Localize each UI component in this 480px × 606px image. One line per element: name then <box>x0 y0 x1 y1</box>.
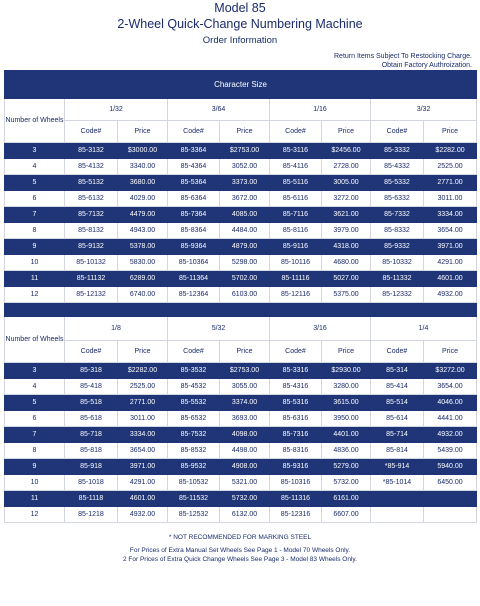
code-cell: 85-714 <box>371 427 424 443</box>
table-row <box>5 427 477 443</box>
code-cell: 85-5316 <box>270 395 322 411</box>
price-cell: 4291.00 <box>424 255 477 271</box>
price-cell: 4484.00 <box>220 223 270 239</box>
code-cell: 85-11316 <box>270 491 322 507</box>
price-cell: 3693.00 <box>220 411 270 427</box>
code-cell: 85-3316 <box>270 363 322 379</box>
code-cell: 85-3532 <box>168 363 220 379</box>
code-header: Code# <box>270 341 322 363</box>
code-cell: 85-814 <box>371 443 424 459</box>
wheel-count: 10 <box>5 255 65 271</box>
code-cell: 85-5132 <box>65 175 118 191</box>
wheel-count: 4 <box>5 159 65 175</box>
wheel-count: 12 <box>5 507 65 523</box>
code-cell: 85-6364 <box>168 191 220 207</box>
header <box>0 0 480 47</box>
size-group: 3/32 <box>371 99 477 121</box>
price-cell: 5940.00 <box>424 459 477 475</box>
code-cell: 85-1018 <box>65 475 118 491</box>
price-cell: 3680.00 <box>118 175 168 191</box>
wheel-count: 6 <box>5 411 65 427</box>
price-cell: 4879.00 <box>220 239 270 255</box>
character-size-header <box>5 71 477 99</box>
price-cell: 3334.00 <box>118 427 168 443</box>
price-cell: 6132.00 <box>220 507 270 523</box>
code-cell: 85-7364 <box>168 207 220 223</box>
price-cell: 3340.00 <box>118 159 168 175</box>
table-row <box>5 271 477 287</box>
code-cell: 85-8532 <box>168 443 220 459</box>
character-size-label: Character Size <box>5 71 477 99</box>
notice-line-1: Return Items Subject To Restocking Charge. <box>334 53 472 60</box>
code-cell: 85-8332 <box>371 223 424 239</box>
code-cell: 85-10316 <box>270 475 322 491</box>
code-cell <box>371 507 424 523</box>
code-cell: 85-3116 <box>270 143 322 159</box>
code-cell: 85-8116 <box>270 223 322 239</box>
price-cell: 6740.00 <box>118 287 168 303</box>
price-header: Price <box>322 121 371 143</box>
price-header: Price <box>424 121 477 143</box>
price-cell: 3052.00 <box>220 159 270 175</box>
code-cell: 85-5364 <box>168 175 220 191</box>
code-cell: 85-10332 <box>371 255 424 271</box>
code-cell: 85-514 <box>371 395 424 411</box>
wheel-count: 3 <box>5 363 65 379</box>
code-cell: 85-12332 <box>371 287 424 303</box>
price-cell: 6607.00 <box>322 507 371 523</box>
price-cell: 2771.00 <box>118 395 168 411</box>
price-cell: 4318.00 <box>322 239 371 255</box>
code-cell: 85-9116 <box>270 239 322 255</box>
code-cell: 85-3332 <box>371 143 424 159</box>
code-cell: 85-9364 <box>168 239 220 255</box>
table-row <box>5 475 477 491</box>
quick-change-wheels-note: 2 For Prices of Extra Quick Change Wheels See Page 3 - Model 83 Wheels Only. <box>123 556 357 563</box>
price-cell: $3000.00 <box>118 143 168 159</box>
table-row <box>5 191 477 207</box>
code-cell: 85-12532 <box>168 507 220 523</box>
price-cell: $2753.00 <box>220 363 270 379</box>
table-gap <box>5 303 477 317</box>
code-cell: *85-1014 <box>371 475 424 491</box>
wheels-header: Number of Wheels <box>5 99 65 143</box>
size-group: 1/8 <box>65 317 168 341</box>
wheel-count: 8 <box>5 443 65 459</box>
code-cell <box>371 491 424 507</box>
price-header: Price <box>322 341 371 363</box>
price-header: Price <box>424 341 477 363</box>
price-cell: 4932.00 <box>424 427 477 443</box>
code-cell: 85-4364 <box>168 159 220 175</box>
size-group: 3/64 <box>168 99 270 121</box>
price-cell: 4479.00 <box>118 207 168 223</box>
table-row <box>5 287 477 303</box>
price-table <box>4 70 477 523</box>
code-cell: 85-5116 <box>270 175 322 191</box>
size-group: 5/32 <box>168 317 270 341</box>
price-cell: $2282.00 <box>424 143 477 159</box>
table-row <box>5 443 477 459</box>
wheel-count: 10 <box>5 475 65 491</box>
code-cell: 85-4532 <box>168 379 220 395</box>
price-cell: 2525.00 <box>424 159 477 175</box>
price-cell: 5298.00 <box>220 255 270 271</box>
code-header: Code# <box>168 121 220 143</box>
code-cell: 85-4332 <box>371 159 424 175</box>
price-cell: 6103.00 <box>220 287 270 303</box>
price-cell: 3654.00 <box>424 223 477 239</box>
table1-body <box>5 143 477 303</box>
code-cell: 85-11116 <box>270 271 322 287</box>
price-cell: 4401.00 <box>322 427 371 443</box>
price-cell: 5027.00 <box>322 271 371 287</box>
price-cell: 4943.00 <box>118 223 168 239</box>
code-cell: 85-8132 <box>65 223 118 239</box>
footer-notes <box>0 533 480 564</box>
code-cell: 85-3364 <box>168 143 220 159</box>
code-cell: 85-9332 <box>371 239 424 255</box>
price-cell: 3971.00 <box>424 239 477 255</box>
manual-wheels-note: For Prices of Extra Manual Set Wheels See Page 1 - Model 70 Wheels Only. <box>129 547 351 554</box>
size-group: 1/4 <box>371 317 477 341</box>
code-cell: 85-12316 <box>270 507 322 523</box>
price-cell: 3654.00 <box>118 443 168 459</box>
price-cell: 3979.00 <box>322 223 371 239</box>
code-header: Code# <box>270 121 322 143</box>
price-cell: $2282.00 <box>118 363 168 379</box>
code-cell: 85-6532 <box>168 411 220 427</box>
code-header: Code# <box>168 341 220 363</box>
price-cell: $2753.00 <box>220 143 270 159</box>
price-cell: $3272.00 <box>424 363 477 379</box>
code-cell: 85-11132 <box>65 271 118 287</box>
code-cell: 85-6332 <box>371 191 424 207</box>
wheel-count: 8 <box>5 223 65 239</box>
table-row <box>5 491 477 507</box>
column-header-row <box>5 341 477 363</box>
size-group: 1/16 <box>270 99 371 121</box>
price-cell: 3272.00 <box>322 191 371 207</box>
wheel-count: 9 <box>5 239 65 255</box>
code-cell: 85-7316 <box>270 427 322 443</box>
code-cell: 85-11332 <box>371 271 424 287</box>
code-cell: 85-618 <box>65 411 118 427</box>
price-cell: 3011.00 <box>424 191 477 207</box>
code-cell: 85-1118 <box>65 491 118 507</box>
model-title: Model 85 <box>214 1 266 15</box>
code-header: Code# <box>371 121 424 143</box>
price-header: Price <box>220 121 270 143</box>
restocking-notice <box>0 52 480 70</box>
price-cell: 5375.00 <box>322 287 371 303</box>
price-cell: 4441.00 <box>424 411 477 427</box>
price-cell: 3011.00 <box>118 411 168 427</box>
wheel-count: 7 <box>5 427 65 443</box>
price-cell: 4085.00 <box>220 207 270 223</box>
code-cell: 85-318 <box>65 363 118 379</box>
table-row <box>5 507 477 523</box>
price-cell: 5439.00 <box>424 443 477 459</box>
wheel-count: 6 <box>5 191 65 207</box>
table-row <box>5 395 477 411</box>
wheel-count: 11 <box>5 491 65 507</box>
price-cell: 5279.00 <box>322 459 371 475</box>
table-row <box>5 255 477 271</box>
machine-title: 2-Wheel Quick-Change Numbering Machine <box>117 17 363 31</box>
code-cell: 85-4116 <box>270 159 322 175</box>
notice-line-2: Obtain Factory Authroization. <box>381 62 472 69</box>
price-cell: 3654.00 <box>424 379 477 395</box>
price-cell: 4098.00 <box>220 427 270 443</box>
code-cell: 85-5332 <box>371 175 424 191</box>
price-cell: 5378.00 <box>118 239 168 255</box>
price-cell: $2456.00 <box>322 143 371 159</box>
code-cell: 85-12132 <box>65 287 118 303</box>
code-cell: 85-10132 <box>65 255 118 271</box>
table-row <box>5 207 477 223</box>
code-cell: 85-818 <box>65 443 118 459</box>
price-cell: 5732.00 <box>322 475 371 491</box>
wheel-count: 4 <box>5 379 65 395</box>
code-cell: 85-414 <box>371 379 424 395</box>
code-cell: *85-914 <box>371 459 424 475</box>
table2-body <box>5 363 477 523</box>
wheel-count: 7 <box>5 207 65 223</box>
code-cell: 85-7332 <box>371 207 424 223</box>
wheel-count: 9 <box>5 459 65 475</box>
wheel-count: 11 <box>5 271 65 287</box>
price-cell: 3005.00 <box>322 175 371 191</box>
price-cell: 4498.00 <box>220 443 270 459</box>
code-cell: 85-4132 <box>65 159 118 175</box>
price-cell: 6289.00 <box>118 271 168 287</box>
code-cell: 85-6116 <box>270 191 322 207</box>
price-cell: 3950.00 <box>322 411 371 427</box>
wheel-count: 5 <box>5 395 65 411</box>
price-cell: 4291.00 <box>118 475 168 491</box>
code-cell: 85-718 <box>65 427 118 443</box>
code-cell: 85-12116 <box>270 287 322 303</box>
code-cell: 85-518 <box>65 395 118 411</box>
price-cell: 3334.00 <box>424 207 477 223</box>
price-cell: 4046.00 <box>424 395 477 411</box>
code-cell: 85-11532 <box>168 491 220 507</box>
code-cell: 85-10116 <box>270 255 322 271</box>
code-cell: 85-6132 <box>65 191 118 207</box>
table-row <box>5 411 477 427</box>
order-info-subtitle: Order Information <box>202 35 278 46</box>
code-cell: 85-10532 <box>168 475 220 491</box>
size-group: 3/16 <box>270 317 371 341</box>
price-cell: 4029.00 <box>118 191 168 207</box>
code-header: Code# <box>371 341 424 363</box>
code-cell: 85-12364 <box>168 287 220 303</box>
wheel-count: 3 <box>5 143 65 159</box>
price-cell: 5321.00 <box>220 475 270 491</box>
price-cell: 3055.00 <box>220 379 270 395</box>
code-cell: 85-7132 <box>65 207 118 223</box>
size-group-row <box>5 317 477 341</box>
price-cell: 6450.00 <box>424 475 477 491</box>
code-cell: 85-8364 <box>168 223 220 239</box>
code-cell: 85-614 <box>371 411 424 427</box>
code-cell: 85-6316 <box>270 411 322 427</box>
wheel-count: 5 <box>5 175 65 191</box>
price-cell: 5702.00 <box>220 271 270 287</box>
code-cell: 85-4316 <box>270 379 322 395</box>
price-cell: 4680.00 <box>322 255 371 271</box>
price-cell: 2771.00 <box>424 175 477 191</box>
price-cell: $2930.00 <box>322 363 371 379</box>
code-cell: 85-10364 <box>168 255 220 271</box>
code-cell: 85-11364 <box>168 271 220 287</box>
price-cell: 2728.00 <box>322 159 371 175</box>
price-cell: 3672.00 <box>220 191 270 207</box>
table-row <box>5 223 477 239</box>
price-cell: 3374.00 <box>220 395 270 411</box>
code-cell: 85-9132 <box>65 239 118 255</box>
table-row <box>5 175 477 191</box>
price-cell: 3621.00 <box>322 207 371 223</box>
code-cell: 85-7116 <box>270 207 322 223</box>
table-row <box>5 363 477 379</box>
code-header: Code# <box>65 121 118 143</box>
gap-cell <box>5 303 477 317</box>
code-cell: 85-418 <box>65 379 118 395</box>
wheel-count: 12 <box>5 287 65 303</box>
code-cell: 85-1218 <box>65 507 118 523</box>
price-cell: 4601.00 <box>118 491 168 507</box>
price-cell: 6161.00 <box>322 491 371 507</box>
price-cell: 4932.00 <box>118 507 168 523</box>
table-row <box>5 459 477 475</box>
table-row <box>5 379 477 395</box>
code-cell: 85-9532 <box>168 459 220 475</box>
code-cell: 85-8316 <box>270 443 322 459</box>
code-cell: 85-918 <box>65 459 118 475</box>
code-cell: 85-7532 <box>168 427 220 443</box>
price-cell: 4908.00 <box>220 459 270 475</box>
table-row <box>5 239 477 255</box>
price-cell: 3280.00 <box>322 379 371 395</box>
table-row <box>5 143 477 159</box>
steel-warning: * NOT RECOMMENDED FOR MARKING STEEL <box>168 534 312 541</box>
column-header-row <box>5 121 477 143</box>
price-header: Price <box>118 341 168 363</box>
code-cell: 85-314 <box>371 363 424 379</box>
size-group: 1/32 <box>65 99 168 121</box>
price-cell: 4932.00 <box>424 287 477 303</box>
price-cell: 4601.00 <box>424 271 477 287</box>
code-cell: 85-9316 <box>270 459 322 475</box>
code-cell: 85-3132 <box>65 143 118 159</box>
price-cell: 5830.00 <box>118 255 168 271</box>
price-header: Price <box>220 341 270 363</box>
size-group-row <box>5 99 477 121</box>
price-header: Price <box>118 121 168 143</box>
price-cell: 3615.00 <box>322 395 371 411</box>
table-row <box>5 159 477 175</box>
code-cell: 85-5532 <box>168 395 220 411</box>
price-cell: 5732.00 <box>220 491 270 507</box>
price-cell: 3373.00 <box>220 175 270 191</box>
price-cell: 3971.00 <box>118 459 168 475</box>
price-cell <box>424 507 477 523</box>
price-cell: 2525.00 <box>118 379 168 395</box>
price-cell: 4836.00 <box>322 443 371 459</box>
code-header: Code# <box>65 341 118 363</box>
price-cell <box>424 491 477 507</box>
wheels-header: Number of Wheels <box>5 317 65 363</box>
